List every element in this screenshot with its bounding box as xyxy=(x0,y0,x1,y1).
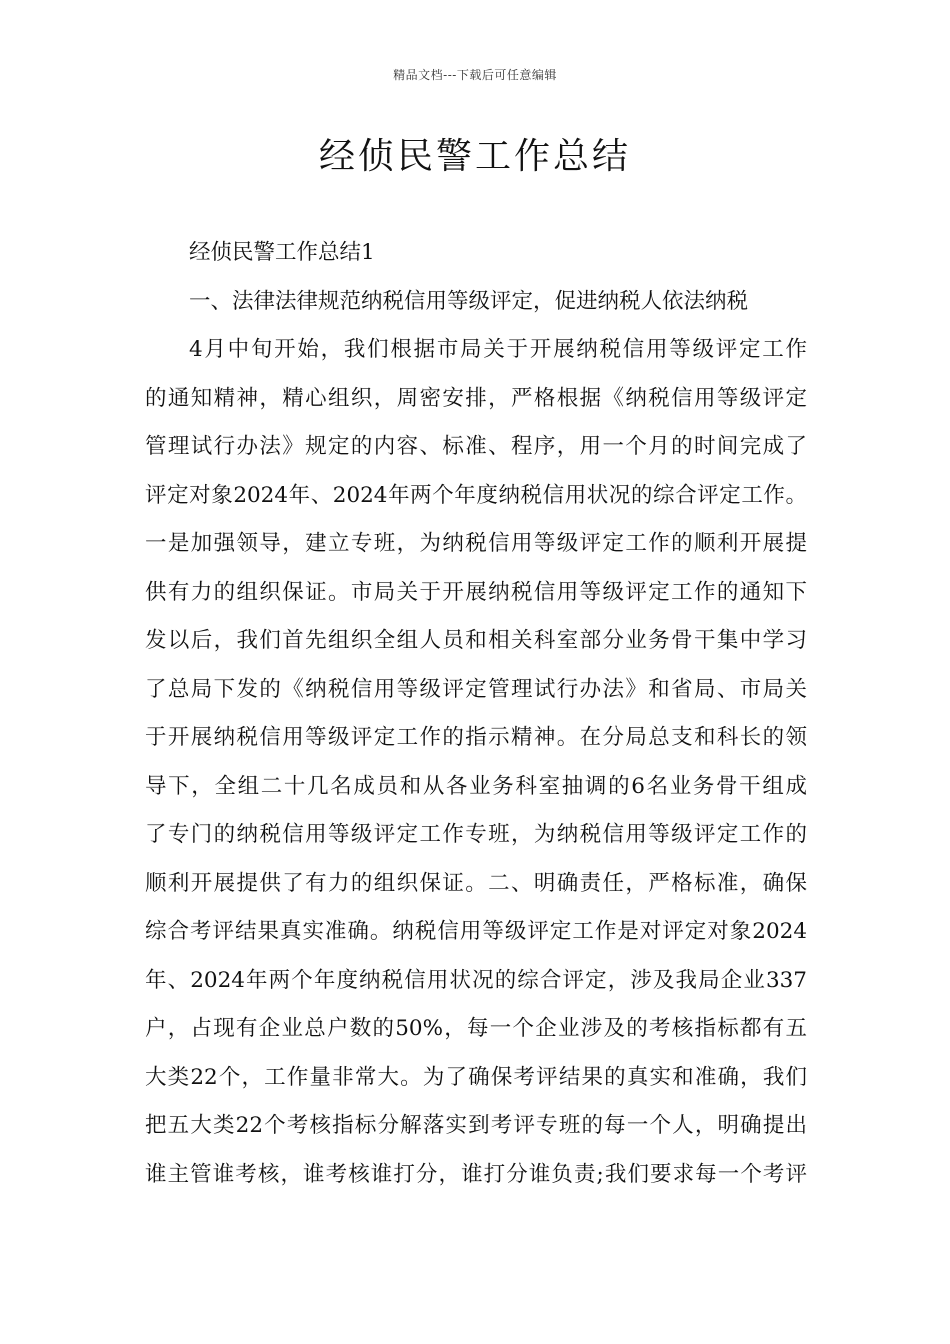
paragraph-line: 导下，全组二十几名成员和从各业务科室抽调的6名业务骨干组成 xyxy=(145,773,807,799)
paragraph-line: 了总局下发的《纳税信用等级评定管理试行办法》和省局、市局关 xyxy=(145,676,807,702)
document-title: 经侦民警工作总结 xyxy=(318,136,631,177)
subsection-heading: 一、法律法律规范纳税信用等级评定，促进纳税人依法纳税 xyxy=(189,288,749,314)
paragraph-line: 管理试行办法》规定的内容、标准、程序，用一个月的时间完成了 xyxy=(145,434,807,459)
header-note: 精品文档---下载后可任意编辑 xyxy=(393,68,557,82)
paragraph-line: 发以后，我们首先组织全组人员和相关科室部分业务骨干集中学习 xyxy=(145,628,807,653)
paragraph-line: 了专门的纳税信用等级评定工作专班，为纳税信用等级评定工作的 xyxy=(145,822,807,847)
paragraph-line: 顺利开展提供了有力的组织保证。二、明确责任，严格标准，确保 xyxy=(145,870,807,896)
paragraph-line: 供有力的组织保证。市局关于开展纳税信用等级评定工作的通知下 xyxy=(145,579,807,605)
paragraph-line: 综合考评结果真实准确。纳税信用等级评定工作是对评定对象2024 xyxy=(145,919,807,944)
paragraph-line: 把五大类22个考核指标分解落实到考评专班的每一个人，明确提出 xyxy=(145,1113,807,1138)
paragraph-line: 于开展纳税信用等级评定工作的指示精神。在分局总支和科长的领 xyxy=(145,725,807,750)
paragraph-line: 评定对象2024年、2024年两个年度纳税信用状况的综合评定工作。 xyxy=(145,482,807,508)
paragraph-line: 一是加强领导，建立专班，为纳税信用等级评定工作的顺利开展提 xyxy=(145,531,807,556)
paragraph-line: 4月中旬开始，我们根据市局关于开展纳税信用等级评定工作 xyxy=(189,337,807,362)
paragraph-line: 年、2024年两个年度纳税信用状况的综合评定，涉及我局企业337 xyxy=(145,967,807,993)
paragraph-line: 谁主管谁考核，谁考核谁打分，谁打分谁负责;我们要求每一个考评 xyxy=(145,1161,807,1187)
paragraph-line: 的通知精神，精心组织，周密安排，严格根据《纳税信用等级评定 xyxy=(145,385,807,411)
section-heading: 经侦民警工作总结1 xyxy=(189,240,375,265)
paragraph-line: 大类22个，工作量非常大。为了确保考评结果的真实和准确，我们 xyxy=(145,1064,807,1090)
document-body xyxy=(145,229,807,1199)
paragraph-line: 户，占现有企业总户数的50%，每一个企业涉及的考核指标都有五 xyxy=(145,1016,807,1041)
